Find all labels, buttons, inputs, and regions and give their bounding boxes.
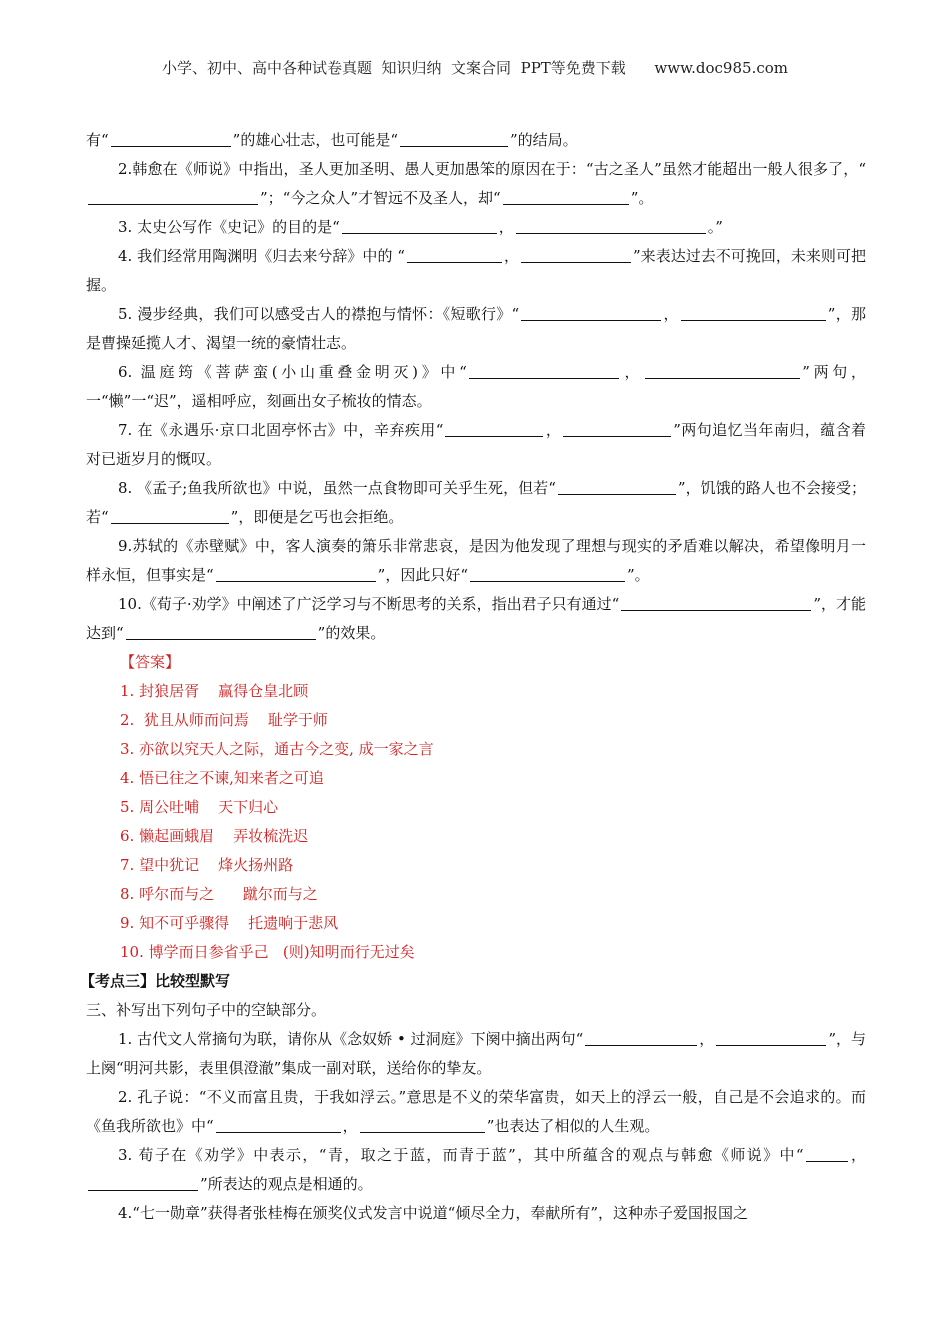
answer-item: 1. 封狼居胥 赢得仓皇北顾 [120, 682, 309, 700]
section-3-intro: 三、补写出下列句子中的空缺部分。 [86, 1001, 327, 1019]
answer-blank[interactable] [216, 1116, 341, 1133]
answer-blank[interactable] [563, 420, 671, 437]
question-6: 6. 温庭筠《菩萨蛮(小山重叠金明灭)》中“ ， ”两句，一“懒”一“迟”，遥相呼应，刻画出女子梳妆的情态。 [86, 363, 866, 410]
section-3-question-3: 3. 荀子在《劝学》中表示，“青，取之于蓝，而青于蓝”，其中所蕴含的观点与韩愈《师说》中“ ，”所表达的观点是相通的。 [86, 1141, 866, 1199]
answer-blank[interactable] [558, 478, 676, 495]
question-1-tail: 有“ ”的雄心壮志，也可能是“ ”的结局。 [86, 131, 578, 149]
answer-blank[interactable] [469, 362, 619, 379]
question-3: 3. 太史公写作《史记》的目的是“ ， 。” [118, 218, 723, 236]
answer-blank[interactable] [88, 1174, 198, 1191]
answer-item: 7. 望中犹记 烽火扬州路 [120, 856, 294, 874]
section-3-question-2: 2. 孔子说：“不义而富且贵，于我如浮云。”意思是不义的荣华富贵，如天上的浮云一般，自己是不会追求的。而《鱼我所欲也》中“ ， ”也表达了相似的人生观。 [86, 1088, 866, 1135]
answer-item: 4. 悟已往之不谏,知来者之可追 [120, 769, 324, 787]
question-8: 8. 《孟子;鱼我所欲也》中说，虽然一点食物即可关乎生死，但若“ ”，饥饿的路人也不会接受；若“ ”，即便是乞丐也会拒绝。 [86, 479, 867, 526]
answer-blank[interactable] [521, 304, 661, 321]
answer-blank[interactable] [445, 420, 543, 437]
answer-blank[interactable] [88, 188, 258, 205]
answer-item: 3. 亦欲以究天人之际，通古今之变, 成一家之言 [120, 740, 434, 758]
answer-blank[interactable] [360, 1116, 485, 1133]
answer-blank[interactable] [216, 565, 376, 582]
answer-blank[interactable] [407, 246, 502, 263]
answer-item: 6. 懒起画蛾眉 弄妆梳洗迟 [120, 827, 309, 845]
answer-blank[interactable] [716, 1029, 826, 1046]
answer-blank[interactable] [470, 565, 625, 582]
question-7: 7. 在《永遇乐·京口北固亭怀古》中，辛弃疾用“ ， ”两句追忆当年南归，蕴含着对已逝岁月的慨叹。 [86, 421, 866, 468]
section-3-question-4: 4.“七一勋章”获得者张桂梅在颁奖仪式发言中说道“倾尽全力，奉献所有”，这种赤子爱国报国之 [118, 1204, 748, 1222]
question-9: 9.苏轼的《赤壁赋》中，客人演奏的箫乐非常悲哀，是因为他发现了理想与现实的矛盾难以解决，希望像明月一样永恒，但事实是“ ”，因此只好“ ”。 [86, 537, 866, 584]
answer-blank[interactable] [111, 507, 229, 524]
answer-blank[interactable] [503, 188, 629, 205]
answer-blank[interactable] [806, 1145, 848, 1162]
question-4: 4. 我们经常用陶渊明《归去来兮辞》中的 “ ， ”来表达过去不可挽回，未来则可把握。 [86, 247, 866, 294]
answer-heading: 【答案】 [120, 653, 181, 671]
answer-item: 2. 犹且从师而问焉 耻学于师 [120, 711, 328, 729]
answer-item: 8. 呼尔而与之 蹴尔而与之 [120, 885, 318, 903]
answer-item: 9. 知不可乎骤得 托遗响于悲风 [120, 914, 339, 932]
section-3-title: 【考点三】比较型默写 [80, 972, 231, 990]
answer-blank[interactable] [400, 130, 508, 147]
answer-blank[interactable] [645, 362, 800, 379]
answer-blank[interactable] [111, 130, 231, 147]
answer-blank[interactable] [516, 217, 706, 234]
answer-blank[interactable] [681, 304, 826, 321]
question-2: 2.韩愈在《师说》中指出，圣人更加圣明、愚人更加愚笨的原因在于：“古之圣人”虽然才能超出一般人很多了，“”；“今之众人”才智远不及圣人，却“ ”。 [86, 155, 866, 213]
question-5: 5. 漫步经典，我们可以感受古人的襟抱与情怀：《短歌行》“ ， ”，那是曹操延揽人才、渴望一统的豪情壮志。 [86, 305, 866, 352]
document-body [80, 126, 867, 1228]
answer-blank[interactable] [126, 623, 316, 640]
answer-item: 10. 博学而日参省乎己 (则)知明而行无过矣 [120, 943, 415, 961]
answer-blank[interactable] [585, 1029, 697, 1046]
section-3-question-1: 1. 古代文人常摘句为联，请你从《念奴娇 • 过洞庭》下阕中摘出两句“ ， ”，与上阕“明河共影，表里俱澄澈”集成一副对联，送给你的挚友。 [86, 1030, 866, 1077]
answer-blank[interactable] [621, 594, 811, 611]
answer-blank[interactable] [521, 246, 631, 263]
question-10: 10.《荀子·劝学》中阐述了广泛学习与不断思考的关系，指出君子只有通过“ ”，才能达到“ ”的效果。 [86, 595, 866, 642]
answer-blank[interactable] [342, 217, 497, 234]
page-header: 小学、初中、高中各种试卷真题 知识归纳 文案合同 PPT等免费下载 www.doc985.com [161, 59, 788, 77]
answer-item: 5. 周公吐哺 天下归心 [120, 798, 279, 816]
